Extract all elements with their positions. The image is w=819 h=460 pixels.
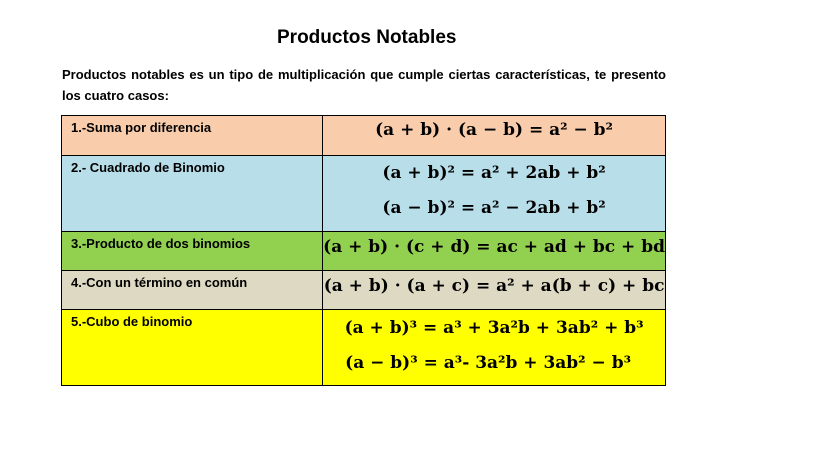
formula: (a + b) · (a + c) = a² + a(b + c) + bc [323,276,665,296]
formula: (a − b)² = a² − 2ab + b² [382,198,606,218]
case-formula-cell [323,156,666,232]
formula: (a + b) · (c + d) = ac + ad + bc + bd [323,237,665,257]
table-row-producto-de-dos-binomios [62,232,666,271]
notable-products-table [61,115,666,386]
document-title: Productos Notables [277,27,457,48]
case-label: 3.-Producto de dos binomios [62,232,323,271]
formula: (a + b) · (a − b) = a² − b² [375,120,613,140]
formula: (a + b)² = a² + 2ab + b² [382,163,606,183]
formula: (a − b)³ = a³- 3a²b + 3ab² − b³ [345,353,632,373]
table-row-termino-en-comun [62,271,666,310]
case-formula-cell [323,232,666,271]
table-row-cubo-de-binomio [62,310,666,386]
table-row-suma-por-diferencia [62,116,666,156]
case-label: 2.- Cuadrado de Binomio [62,156,323,232]
case-label: 1.-Suma por diferencia [62,116,323,156]
case-label: 5.-Cubo de binomio [62,310,323,386]
case-formula-cell [323,116,666,156]
case-label: 4.-Con un término en común [62,271,323,310]
case-formula-cell [323,271,666,310]
case-formula-cell [323,310,666,386]
table-row-cuadrado-de-binomio [62,156,666,232]
intro-paragraph: Productos notables es un tipo de multiplicación que cumple ciertas características, te presento los cuatro casos: [62,67,666,103]
formula: (a + b)³ = a³ + 3a²b + 3ab² + b³ [344,318,644,338]
